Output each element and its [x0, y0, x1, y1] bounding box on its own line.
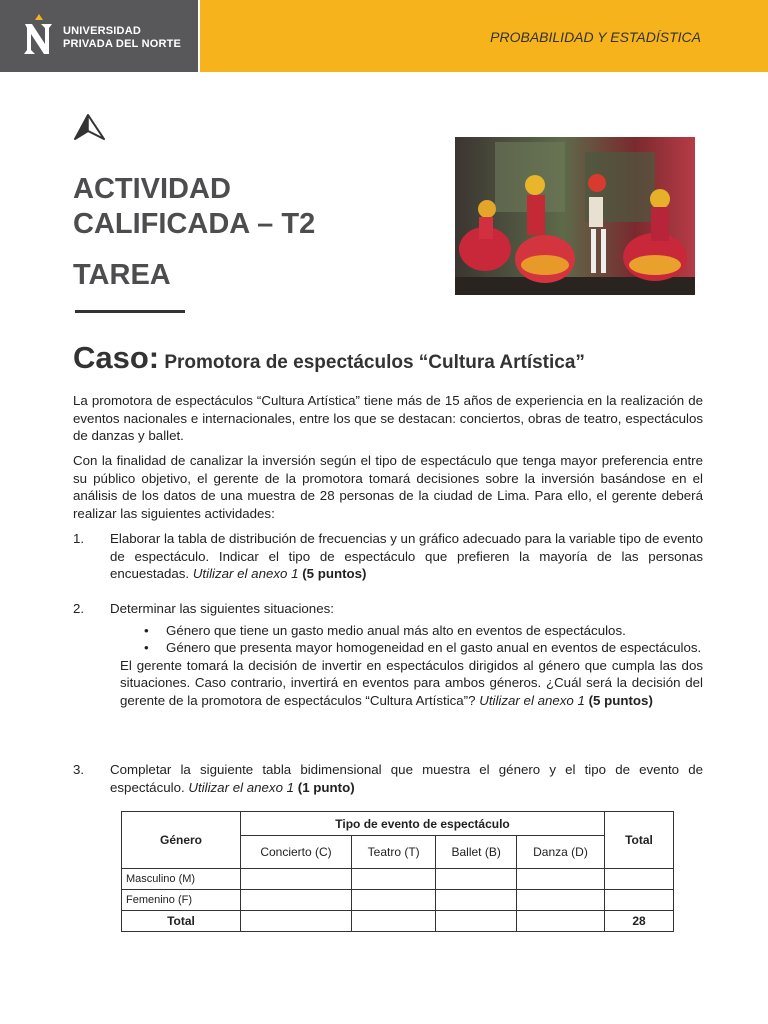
table-cell: [516, 869, 604, 890]
item-number: 3.: [73, 762, 85, 777]
table-cell: [516, 890, 604, 911]
case-heading: [73, 340, 585, 376]
logo-text: [63, 25, 181, 51]
tipo-header: Tipo de evento de espectáculo: [241, 812, 605, 836]
table-cell: [352, 911, 436, 932]
case-label: Caso:: [73, 340, 160, 375]
list-item: • Género que presenta mayor homogeneidad en el gasto anual en eventos de espectáculos.: [166, 639, 703, 657]
item-text: [110, 530, 703, 583]
table-cell: [436, 890, 517, 911]
grand-total: 28: [605, 911, 674, 932]
decision-body: El gerente tomará la decisión de invertir en espectáculos dirigidos al género que cumpla las dos situaciones. Caso contrario, invertirá en eventos para ambos géneros. ¿Cuál será la decisión del gerente de la promotora de espectáculos “Cultura Artística”?: [120, 657, 703, 708]
table-cell: [605, 869, 674, 890]
table-cell: [516, 911, 604, 932]
activity-item-1: [73, 530, 703, 583]
page-title: [73, 172, 315, 242]
item-body: Elaborar la tabla de distribución de frecuencias y un gráfico adecuado para la variable tipo de evento de espectáculo. Indicar el tipo de espectáculo que prefieren la mayoría de las personas encuestadas.: [110, 531, 703, 581]
item-points: (5 puntos): [588, 692, 653, 708]
genero-header: Género: [122, 812, 241, 869]
item-reference: Utilizar el anexo 1: [479, 692, 585, 708]
navigation-arrow-icon: [73, 113, 106, 141]
table-cell: [605, 890, 674, 911]
page-header: [0, 0, 768, 72]
table-cell: [352, 869, 436, 890]
tarea-heading: TAREA: [73, 259, 171, 291]
item-points: (1 punto): [297, 779, 355, 795]
item-points: (5 puntos): [302, 566, 367, 581]
activity-item-2: [73, 600, 703, 709]
university-logo: [0, 0, 198, 72]
logo-line-2: PRIVADA DEL NORTE: [63, 38, 182, 50]
item-reference: Utilizar el anexo 1: [188, 779, 295, 795]
upn-logo-icon: [22, 14, 56, 58]
item-text: Determinar las siguientes situaciones:: [110, 601, 334, 616]
table-cell: [436, 911, 517, 932]
intro-paragraph: La promotora de espectáculos “Cultura Artística” tiene más de 15 años de experiencia en la realización de eventos nacionales e internacionales, entre los que se destacan: conciertos, obras de teatro, espectáculos de danzas y ballet.: [73, 393, 703, 443]
table-cell: [241, 911, 352, 932]
row-label: Femenino (F): [122, 890, 241, 911]
table-row: [122, 890, 674, 911]
item-number: 1.: [73, 531, 85, 546]
table-cell: [241, 890, 352, 911]
column-header: Danza (D): [516, 836, 604, 869]
situations-list: [166, 622, 703, 657]
dance-performance-photo: [455, 137, 695, 295]
title-line-2: CALIFICADA – T2: [73, 208, 316, 240]
table-cell: [241, 869, 352, 890]
row-label: Total: [122, 911, 241, 932]
contingency-table: [121, 811, 674, 932]
row-label: Masculino (M): [122, 869, 241, 890]
column-header: Teatro (T): [352, 836, 436, 869]
activity-item-3: [73, 761, 703, 796]
table-cell: [352, 890, 436, 911]
logo-line-1: UNIVERSIDAD: [63, 25, 141, 37]
total-header: Total: [605, 812, 674, 869]
title-line-1: ACTIVIDAD: [73, 173, 231, 205]
table-row: [122, 869, 674, 890]
table-total-row: [122, 911, 674, 932]
item-text: [110, 761, 703, 796]
list-item: • Género que tiene un gasto medio anual más alto en eventos de espectáculos.: [166, 622, 703, 640]
item-body: Completar la siguiente tabla bidimensional que muestra el género y el tipo de evento de espectáculo.: [110, 762, 703, 795]
item-reference: Utilizar el anexo 1: [192, 566, 299, 581]
title-underline: [75, 310, 185, 313]
decision-text: [120, 657, 703, 710]
case-subtitle: Promotora de espectáculos “Cultura Artística”: [164, 352, 585, 373]
header-banner: [200, 0, 768, 72]
item-number: 2.: [73, 601, 85, 616]
table-cell: [436, 869, 517, 890]
column-header: Ballet (B): [436, 836, 517, 869]
course-title: PROBABILIDAD Y ESTADÍSTICA: [490, 29, 701, 45]
column-header: Concierto (C): [241, 836, 352, 869]
purpose-paragraph: Con la finalidad de canalizar la inversión según el tipo de espectáculo que tenga mayor preferencia entre su público objetivo, el gerente de la promotora tomará decisiones sobre la inversión basándose en el análisis de los datos de una muestra de 28 personas de la ciudad de Lima. Para ello, el gerente deberá realizar las siguientes actividades:: [73, 453, 703, 521]
